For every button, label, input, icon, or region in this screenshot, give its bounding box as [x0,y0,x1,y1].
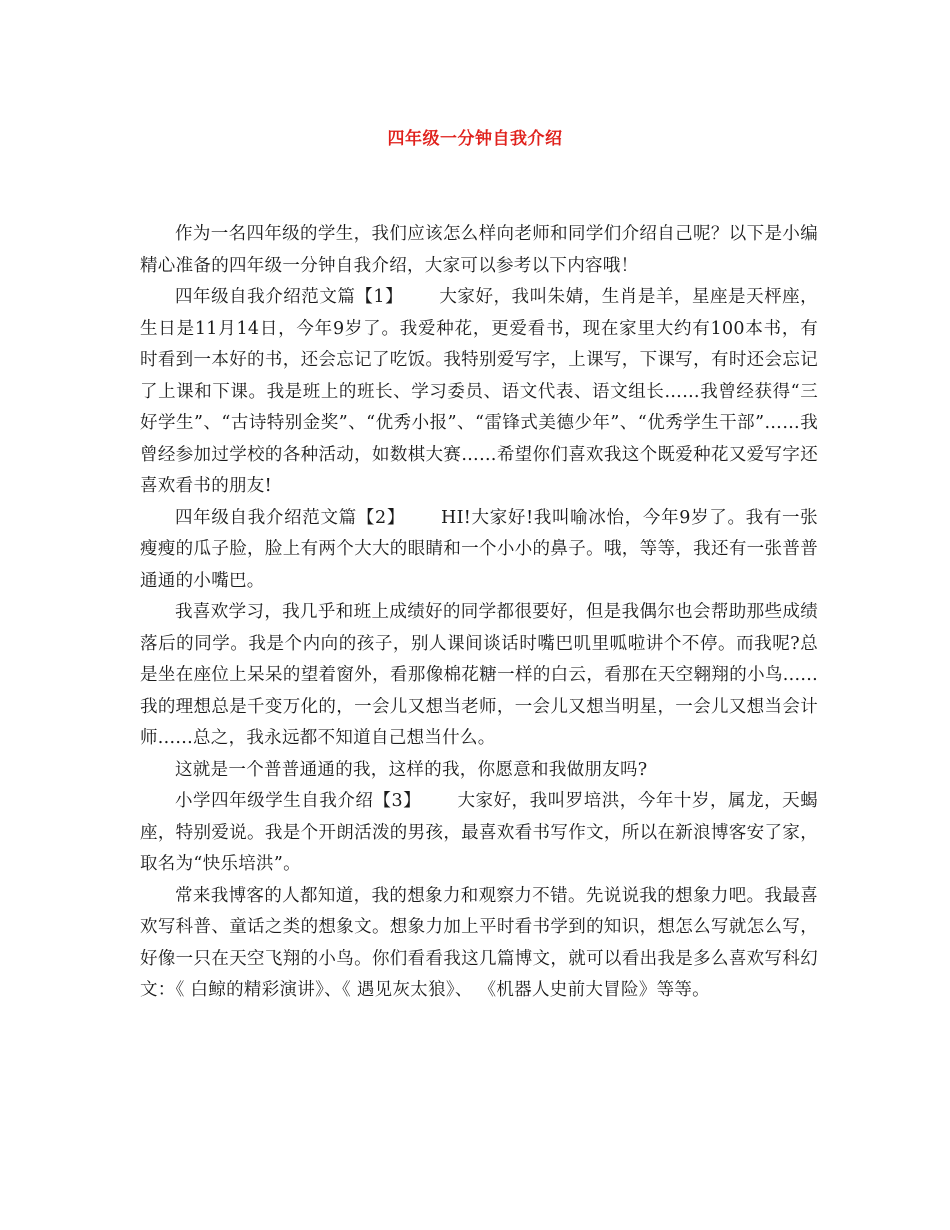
document-body [140,219,818,1007]
paragraph-text: 大家好，我叫罗培洪，今年十岁，属龙，天蝎座，特别爱说。我是个开朗活泼的男孩，最喜欢看书写作文，所以在新浪博客安了家，取名为“快乐培洪”。 [140,791,818,874]
paragraph-intro [140,219,818,282]
paragraph-text: 这就是一个普普通通的我，这样的我，你愿意和我做朋友吗? [175,759,648,780]
paragraph-friend [140,755,818,787]
paragraph-imagination [140,881,818,1007]
paragraph-sample-2 [140,503,818,598]
paragraph-sample-3 [140,786,818,881]
section-heading: 小学四年级学生自我介绍【3】 [175,791,422,811]
paragraph-text: 作为一名四年级的学生，我们应该怎么样向老师和同学们介绍自己呢？以下是小编精心准备的四年级一分钟自我介绍，大家可以参考以下内容哦！ [140,224,818,276]
paragraph-sample-1 [140,282,818,503]
paragraph-text: HI!大家好!我叫喻冰怡，今年9岁了。我有一张瘦瘦的瓜子脸，脸上有两个大大的眼睛和一个小小的鼻子。哦，等等，我还有一张普普通通的小嘴巴。 [140,507,818,591]
paragraph-text: 常来我博客的人都知道，我的想象力和观察力不错。先说说我的想象力吧。我最喜欢写科普、童话之类的想象文。想象力加上平时看书学到的知识，想怎么写就怎么写，好像一只在天空飞翔的小鸟。你们看看我这几篇博文，就可以看出我是多么喜欢写科幻文：《 白鲸的精彩演讲》、《 遇见灰太狼》、 《机器人史前大冒险》等等。 [140,885,818,1000]
section-heading: 四年级自我介绍范文篇【1】 [175,287,404,307]
paragraph-text: 我喜欢学习，我几乎和班上成绩好的同学都很要好，但是我偶尔也会帮助那些成绩落后的同学。我是个内向的孩子，别人课间谈话时嘴巴叽里呱啦讲个不停。而我呢?总是坐在座位上呆呆的望着窗外，看那像棉花糖一样的白云，看那在天空翱翔的小鸟......我的理想总是千变万化的，一会儿又想当老师，一会儿又想当明星，一会儿又想当会计师......总之，我永远都不知道自己想当什么。 [140,602,818,748]
paragraph-text: 大家好，我叫朱婧，生肖是羊，星座是天枰座，生日是11月14日，今年9岁了。我爱种花，更爱看书，现在家里大约有100本书，有时看到一本好的书，还会忘记了吃饭。我特别爱写字，上课写，下课写，有时还会忘记了上课和下课。我是班上的班长、学习委员、语文代表、语文组长……我曾经获得“三好学生”、“古诗特别金奖”、“优秀小报”、“雷锋式美德少年”、“优秀学生干部”……我曾经参加过学校的各种活动，如数棋大赛……希望你们喜欢我这个既爱种花又爱写字还喜欢看书的朋友! [140,287,818,496]
section-heading: 四年级自我介绍范文篇【2】 [175,507,406,528]
paragraph-study [140,597,818,755]
document-title: 四年级一分钟自我介绍 [387,129,563,149]
